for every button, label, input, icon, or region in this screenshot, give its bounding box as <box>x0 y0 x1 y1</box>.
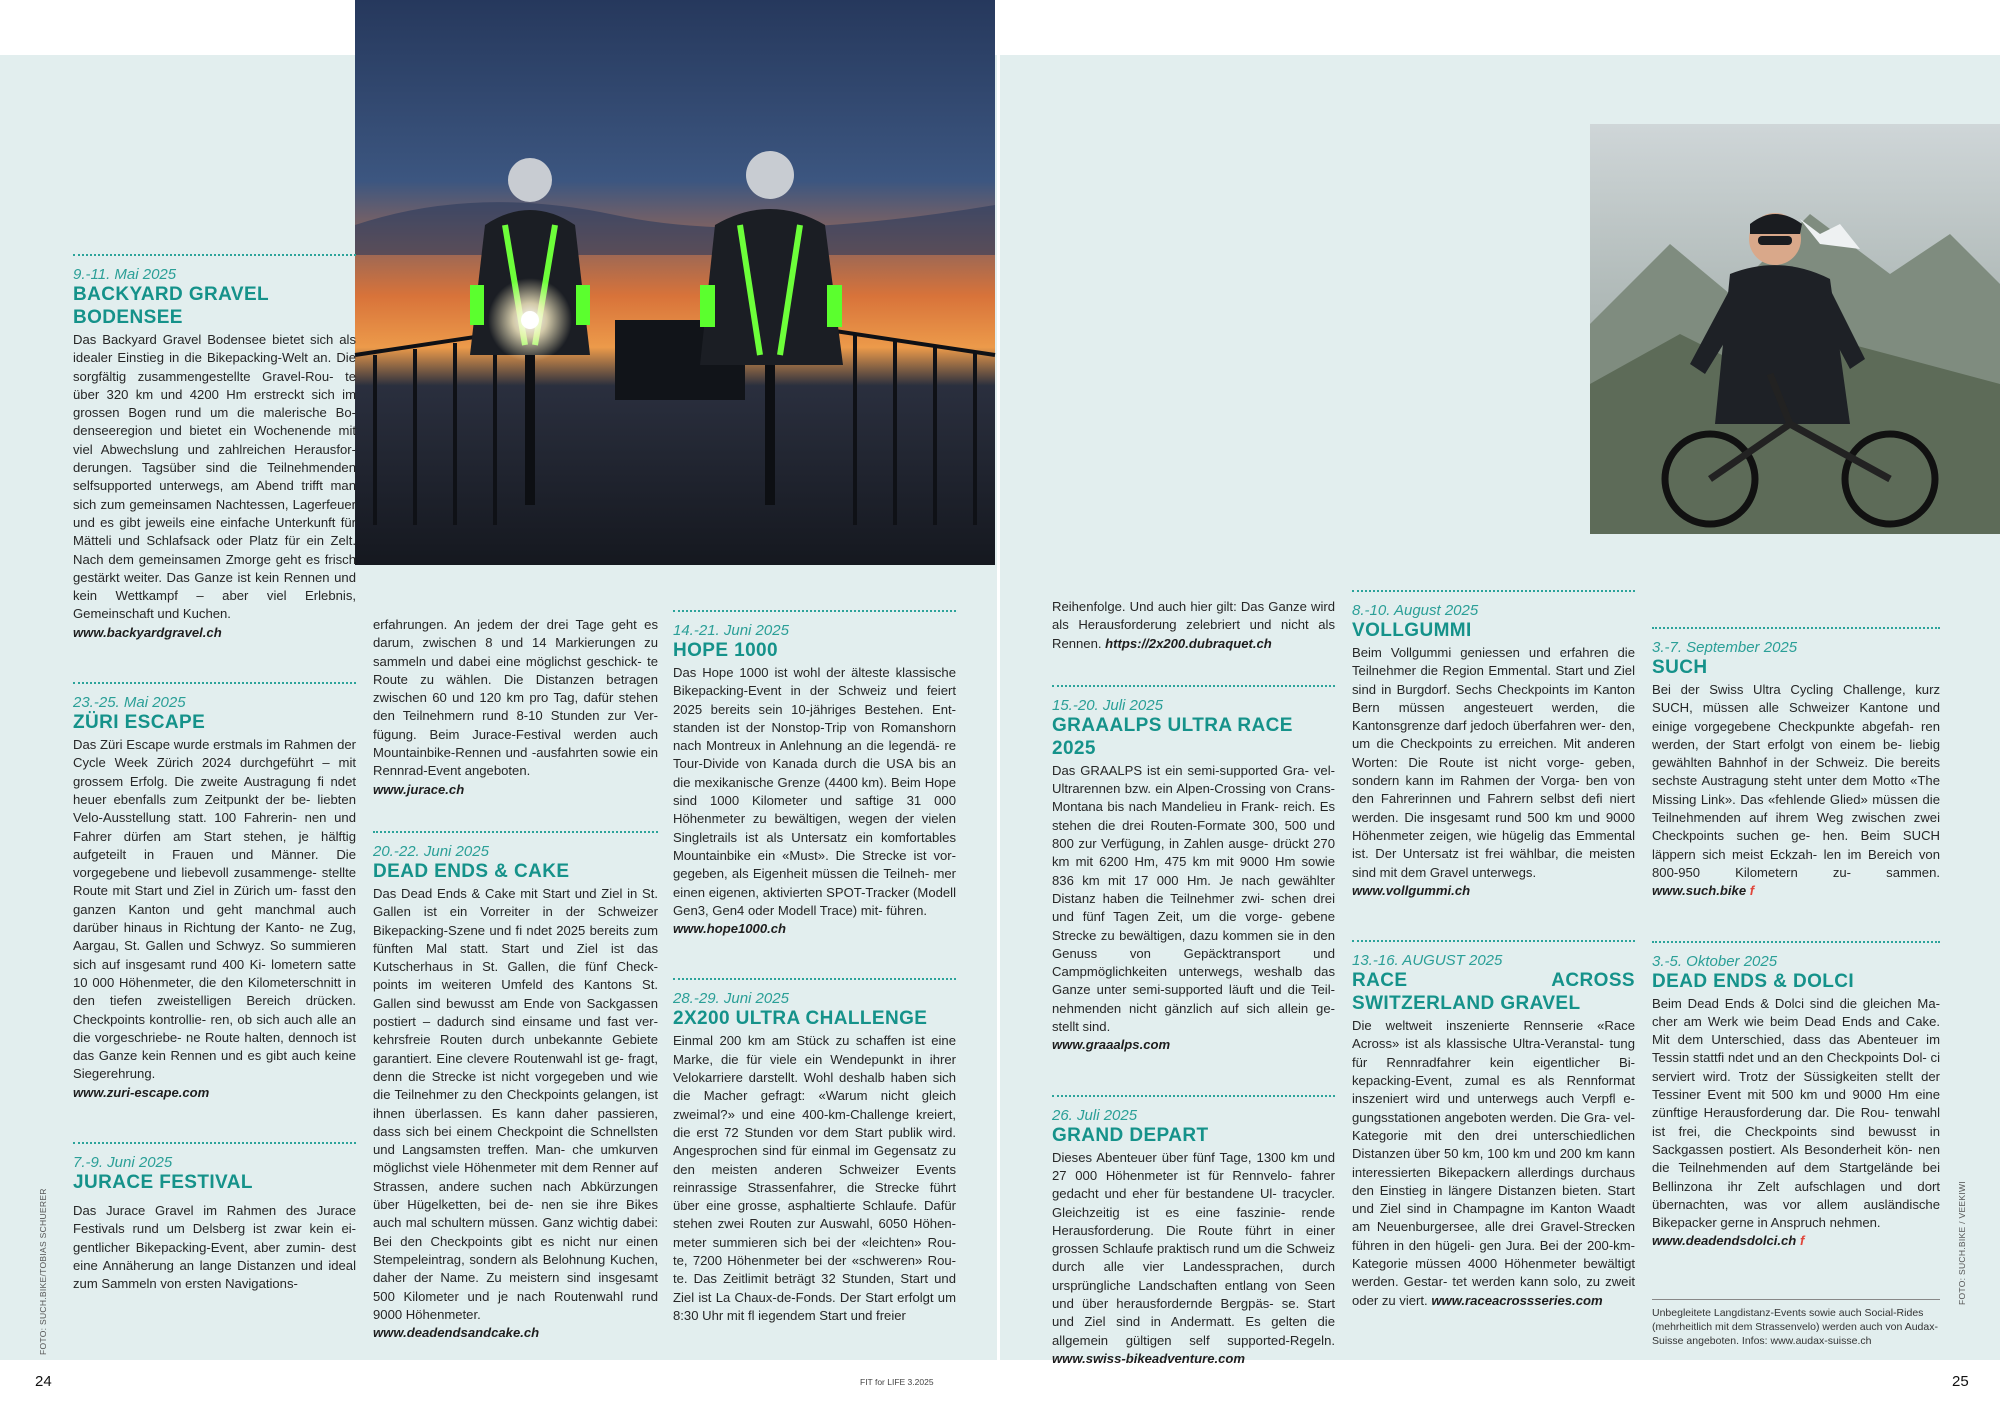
event-jurace <box>73 1142 356 1293</box>
event-graaalps <box>1052 685 1335 1055</box>
divider <box>1352 940 1635 942</box>
event-date: 8.-10. August 2025 <box>1352 602 1479 619</box>
event-url[interactable]: www.graaalps.com <box>1052 1037 1171 1053</box>
event-body: Das Dead Ends & Cake mit Start und Ziel in St. Gallen ist ein Vorreiter in der Schweizer Bikepacking-Szene und fi ndet 2025 bereits zum fünften Mal statt. Start und Ziel ist das Kutscherhaus in St. Gallen, die fünf Check- points im weiteren Umfeld des Kantons St. Gallen sind bewusst am Ende von Sackgassen postiert – dadurch sind einsame und fast ver- kehrsfreie Routen durch unbekannte Gebiete garantiert. Eine clevere Routenwahl ist ge- fragt, denn die Strecke ist nicht vorgegeben und wie die Teilnehmer zu den Checkpoints gelangen, ist ihnen überlassen. Es kann daher passieren, dass sich bei einem Checkpoint die Schnellsten und Langsamsten treffen. Man- che umkurven möglichst viele Höhenmeter mit dem Renner auf Strassen, andere suchen nach Abkürzungen über Hügelketten, bei de- nen sie ihre Bikes auch mal schultern müssen. Ganz wichtig dabei: Bei den Checkpoints gibt es nicht nur einen Stempeleintrag, sondern als Belohnung Kuchen, daher der Name. Zu meistern sind insgesamt 500 Kilometer und je nach Routenwahl rund 9000 Höhenmeter. <box>373 885 658 1322</box>
divider <box>1652 627 1940 629</box>
event-date: 23.-25. Mai 2025 <box>73 694 186 712</box>
event-date: 15.-20. Juli 2025 <box>1052 696 1163 714</box>
divider <box>73 682 356 684</box>
event-date: 3.-5. Oktober 2025 <box>1652 952 1778 970</box>
event-title: GRAAALPS ULTRA RACE 2025 <box>1052 714 1293 759</box>
photo-credit-left: FOTO: SUCH.BIKE/TOBIAS SCHUERER <box>38 1188 48 1355</box>
column-6 <box>1652 627 1940 1348</box>
divider <box>1052 685 1335 687</box>
arrow-mark-icon: f <box>1799 1233 1805 1249</box>
divider <box>673 610 956 612</box>
event-title: RACE ACROSS SWITZERLAND GRAVEL <box>1352 970 1635 1015</box>
event-url[interactable] <box>1652 1232 1940 1250</box>
event-body: Einmal 200 km am Stück zu schaffen ist eine Marke, die für viele ein Wendepunkt in ihrer Velokarriere darstellt. Wohl deshalb haben sich die Macher gefragt: «Warum nicht gleich zweimal?» und eine 400-km-Challenge kreiert, die erst 72 Stunden vor dem Start publik wird. Angesprochen sind für einmal im Gegensatz zu den meisten anderen Schweizer Events reinrassige Strassenfahrer, die Strecke führt über eine grosse, asphaltierte Schlaufe. Dafür stehen zwei Routen zur Auswahl, 6050 Höhen- meter summieren sich bei der «leichten» Rou- te, 7200 Höhenmeter bei der «schweren» Rou- te. Das Zeitlimit beträgt 32 Stunden, Start und Ziel ist La Chaux-de-Fonds. Der Start erfolgt um 8:30 Uhr mit fl iegendem Start und freier <box>673 1033 956 1323</box>
divider <box>73 254 356 256</box>
divider <box>73 1142 356 1144</box>
event-body-continued <box>1052 598 1335 653</box>
event-body <box>1352 1017 1635 1310</box>
event-backyard <box>73 254 356 642</box>
column-2 <box>373 616 658 1342</box>
event-body: Das Jurace Gravel im Rahmen des Jurace Festivals rund um Delsberg ist zwar kein ei- gentlicher Bikepacking-Event, aber zumin- dest eine Annäherung an lange Distanzen und ideal zum Sammeln von ersten Navigations- <box>73 1202 356 1292</box>
event-body: Beim Dead Ends & Dolci sind die gleichen Ma- cher am Werk wie beim Dead Ends and Cake. Mit dem Unterschied, dass das Abenteuer im Tessin stattfi ndet und an den Checkpoints Dol- ci serviert wird. Trotz der Süssigkeiten stellt der Tessiner Event mit 500 km und 9000 Hm eine zünftige Herausforderung dar. Die Rou- tenwahl ist frei, die Checkpoints sind bewusst in Sackgassen postiert. Als Besonderheit kön- nen die Teilnehmenden auf dem Startgelände bei Bellinzona ihr Zelt aufschlagen und dort übernachten, was vor allem ausländische Bikepacker gerne in Anspruch nehmen. <box>1652 995 1940 1231</box>
divider <box>373 831 658 833</box>
column-5 <box>1352 590 1635 1310</box>
column-3 <box>673 610 956 1325</box>
event-body: Das Züri Escape wurde erstmals im Rahmen der Cycle Week Zürich 2024 durchgeführt – mit grossem Erfolg. Die zweite Austragung fi ndet heuer ebenfalls zum Zeitpunkt der be- liebten Velo-Ausstellung statt. 100 Fahrerin- nen und Fahrer dürfen am Start stehen, je hälftig aufgeteilt in Frauen und Männer. Die vorgegebene und liebevoll zusammenge- stellte Route mit Start und Ziel in Zürich um- fasst den ganzen Kanton und geht manchmal auch darüber hinaus in Richtung der Kanto- ne Zug, Aargau, St. Gallen und Schwyz. So summieren sich auf insgesamt rund 400 Ki- lometern satte 10 000 Höhenmeter, die den Kilometerschnitt in den tiefen zweistelligen Bereich drücken. Checkpoints kontrollie- ren, ob sich auch alle an die vorgeschriebe- ne Route halten, dennoch ist das Ganze kein Rennen und es gibt auch keine Siegerehrung. <box>73 737 356 1082</box>
event-url[interactable]: www.vollgummi.ch <box>1352 882 1471 898</box>
event-title: DEAD ENDS & DOLCI <box>1652 970 1855 992</box>
event-such <box>1652 627 1940 901</box>
page-number-left: 24 <box>35 1373 52 1390</box>
event-title: JURACE FESTIVAL <box>73 1171 253 1193</box>
event-body: Das Hope 1000 ist wohl der älteste klassische Bikepacking-Event in der Schweiz und feiert 2025 bereits sein 10-jähriges Bestehen. Ent- standen ist der Nonstop-Trip von Romanshorn nach Montreux in Anlehnung an die legendä- re Tour-Divide von Kanada durch die USA bis an die mexikanische Grenze (4400 km). Beim Hope sind 1000 Kilometer und saftige 31 000 Höhenmeter zu bewältigen, wegen der vielen Singletrails ist als Untersatz ein komfortables Mountainbike ein «Must». Die Strecke ist vor- gegeben, als Eigenheit müssen die Teilneh- mer einen eigenen, aktivierten SPOT-Tracker (Modell Gen3, Gen4 oder Modell Trace) mit- führen. <box>673 665 956 918</box>
event-title: HOPE 1000 <box>673 640 778 661</box>
divider <box>1052 1095 1335 1097</box>
event-url[interactable]: www.deadendsandcake.ch <box>373 1325 540 1341</box>
event-body-text: Die weltweit inszenierte Rennserie «Race Across» ist als klassische Ultra-Veranstal- tung für Rennradfahrer kein eigentlicher Bi- kepacking-Event, zumal es als Rennformat inszeniert wird und unterwegs auch Verpfl e- gungsstationen angeboten werden. Die Gra- vel-Kategorie mit den drei unterschiedlichen Distanzen über 50 km, 100 km und 200 km kann interessierten Bikepackern allerdings durchaus den Einstieg in längere Distanzen bieten. Start und Ziel sind in Champagne im Kanton Waadt am Neuenburgersee, alle drei Gravel-Strecken führen in den hügeli- gen Jura. Bei der 200-km-Kategorie müssen 4000 Höhenmeter bewältigt werden. Gestar- tet werden kann solo, zu zweit oder zu viert. <box>1352 1018 1635 1308</box>
event-title: BACKYARD GRAVEL BODENSEE <box>73 284 269 328</box>
event-date: 28.-29. Juni 2025 <box>673 990 789 1008</box>
night-cyclists-illustration <box>355 0 995 565</box>
event-date: 13.-16. AUGUST 2025 <box>1352 952 1503 970</box>
page-left <box>0 55 997 1390</box>
event-2x200 <box>673 978 956 1325</box>
continued-text: Reihenfolge. Und auch hier gilt: Das Ganze wird als Herausforderung zelebriert und nicht als Rennen. <box>1052 599 1335 651</box>
column-1 <box>73 254 356 1293</box>
event-date: 9.-11. Mai 2025 <box>73 266 177 283</box>
event-deadends <box>373 831 658 1342</box>
event-url[interactable]: https://2x200.dubraquet.ch <box>1105 635 1272 651</box>
event-url[interactable]: www.swiss-bikeadventure.com <box>1052 1350 1246 1366</box>
event-title: 2X200 ULTRA CHALLENGE <box>673 1008 928 1030</box>
event-url[interactable]: www.backyardgravel.ch <box>73 624 222 640</box>
event-body <box>1652 681 1940 901</box>
mountain-cyclist-illustration <box>1590 124 2000 534</box>
event-url[interactable]: www.raceacrossseries.com <box>1431 1292 1603 1308</box>
event-url[interactable]: www.such.bike <box>1652 883 1747 899</box>
event-url[interactable]: www.zuri-escape.com <box>73 1084 210 1100</box>
arrow-mark-icon: f <box>1749 883 1755 899</box>
page-number-right: 25 <box>1952 1373 1969 1390</box>
event-title: DEAD ENDS & CAKE <box>373 860 570 882</box>
divider <box>1352 590 1635 592</box>
event-body-text: Dieses Abenteuer über fünf Tage, 1300 km und 27 000 Höhenmeter ist für Rennvelo- fahrer gedacht und eher für bestandene Ul- tracycler. Gleichzeitig ist es eine faszinie- rende Herausforderung. Die Route führt in einer grossen Schlaufe praktisch rund um die Schweiz durch alle vier Landessprachen, durch ursprüngliche Landschaften entlang von Seen und über herausfordernde Bergpäs- se. Start und Ziel sind in Andermatt. Es gelten die allgemein gültigen self supported-Regeln. <box>1052 1149 1335 1348</box>
event-title: VOLLGUMMI <box>1352 620 1472 641</box>
photo-mountain-cyclist <box>1590 124 2000 534</box>
event-title: ZÜRI ESCAPE <box>73 712 206 734</box>
event-body: Das Backyard Gravel Bodensee bietet sich als idealer Einstieg in die Bikepacking-Welt an. Die sorgfältig zusammengestellte Gravel-Rou- te über 320 km und 4200 Hm erstreckt sich im grossen Bogen rund um die malerische Bo- denseeregion und bietet ein Wochenende mit viel Abwechslung und zahlreichen Herausfor- derungen. Tagsüber sind die Teilnehmenden selfsupported unterwegs, am Abend trifft man sich zum gemeinsamen Nachtessen, Lagerfeuer und es gibt jeweils eine einfache Unterkunft für Mätteli und Schlafsack oder Platz für ein Zelt. Nach dem gemeinsamen Zmorge geht es frisch gestärkt weiter. Das Ganze ist kein Rennen und kein Wettkampf – aber viel Erlebnis, Gemeinschaft und Kuchen. <box>73 332 356 622</box>
event-dolci <box>1652 941 1940 1348</box>
column-4 <box>1052 598 1335 1368</box>
event-date: 14.-21. Juni 2025 <box>673 622 789 639</box>
event-vollgummi <box>1352 590 1635 900</box>
divider <box>1652 941 1940 943</box>
event-date: 3.-7. September 2025 <box>1652 639 1798 656</box>
event-hope <box>673 610 956 938</box>
event-date: 26. Juli 2025 <box>1052 1106 1138 1124</box>
event-body: Das GRAALPS ist ein semi-supported Gra- vel-Ultrarennen bzw. ein Alpen-Crossing von Crans-Montana bis nach Mandelieu in Frank- reich. Es stehen die drei Routen-Formate 300, 500 und 800 zur Verfügung, in Zahlen ausge- drückt 270 km mit 6200 Hm, 475 km mit 9000 Hm sowie 836 km mit 17 000 Hm. Je nach gewählter Distanz haben die Teilnehmer zwi- schen drei und fünf Tagen Zeit, um die vorge- gebene Strecke zu bewältigen, dazu kommen sie in den Genuss von Gepäcktransport und Campmöglichkeiten unterwegs, weshalb das Ganze unter semi-supported läuft und die Teil- nehmenden nicht gänzlich auf sich allein ge- stellt sind. <box>1052 762 1335 1035</box>
divider <box>673 978 956 980</box>
event-url[interactable]: www.jurace.ch <box>373 781 465 797</box>
event-title: GRAND DEPART <box>1052 1124 1209 1146</box>
event-url-text: www.deadendsdolci.ch <box>1652 1233 1797 1249</box>
event-zueri <box>73 682 356 1102</box>
event-body-text: Bei der Swiss Ultra Cycling Challenge, kurz SUCH, müssen alle Schweizer Kantone und einige vorgegebene Checkpunkte abgefah- ren werden, der Start erfolgt von einem be- liebig gewählten Bahnhof in der Schweiz. Die bereits sechste Austragung steht unter dem Motto «The Missing Link». Das «fehlende Glied» müssen die Teilnehmenden auf ihrem Weg zwischen zwei Checkpoints suchen ge- hen. Beim SUCH läppern sich meist Eckzah- len im Bereich von 800-950 Kilometern zu- sammen. <box>1652 682 1940 880</box>
magazine-footer: FIT for LIFE 3.2025 <box>860 1377 934 1387</box>
photo-credit-right: FOTO: SUCH.BIKE / VEEKIWI <box>1957 1180 1967 1305</box>
event-date: 7.-9. Juni 2025 <box>73 1153 173 1171</box>
footnote: Unbegleitete Langdistanz-Events sowie auch Social-Rides (mehrheitlich mit dem Strassenvelo) werden auch von Audax-Suisse angeboten. Infos: www.audax-suisse.ch <box>1652 1299 1940 1348</box>
event-race-across <box>1352 940 1635 1310</box>
event-date: 20.-22. Juni 2025 <box>373 842 489 860</box>
event-body: Beim Vollgummi geniessen und erfahren die Teilnehmer die Region Emmental. Start und Ziel sind in Burgdorf. Sechs Checkpoints im Kanton Bern müssen angesteuert werden, die Kantonsgrenze darf jedoch überfahren wer- den, um die Checkpoints zu erreichen. Mit anderen Worten: Die Route ist nicht vorge- geben, sondern kann im Rahmen der Vorga- ben von den Fahrerinnen und Fahrern selbst defi niert werden. Die insgesamt rund 500 km und 9000 Höhenmeter zeigen, wie hügelig das Emmental ist. Der Untersatz ist frei wählbar, die meisten sind mit dem Gravel unterwegs. <box>1352 645 1635 880</box>
event-title: SUCH <box>1652 657 1708 678</box>
event-body <box>1052 1149 1335 1369</box>
event-body-continued: erfahrungen. An jedem der drei Tage geht es darum, zwischen 8 und 14 Markierungen zu sammeln und dabei eine möglichst geschick- te Route zu wählen. Die Distanzen betragen zwischen 60 und 120 km pro Tag, dafür stehen den Teilnehmern rund 8-10 Stunden zur Ver- fügung. Beim Jurace-Festival werden auch Mountainbike-Rennen und -ausfahrten sowie ein Rennrad-Event angeboten. <box>373 617 658 779</box>
event-grand-depart <box>1052 1095 1335 1369</box>
photo-night-cyclists <box>355 0 995 565</box>
event-url[interactable]: www.hope1000.ch <box>673 921 787 937</box>
